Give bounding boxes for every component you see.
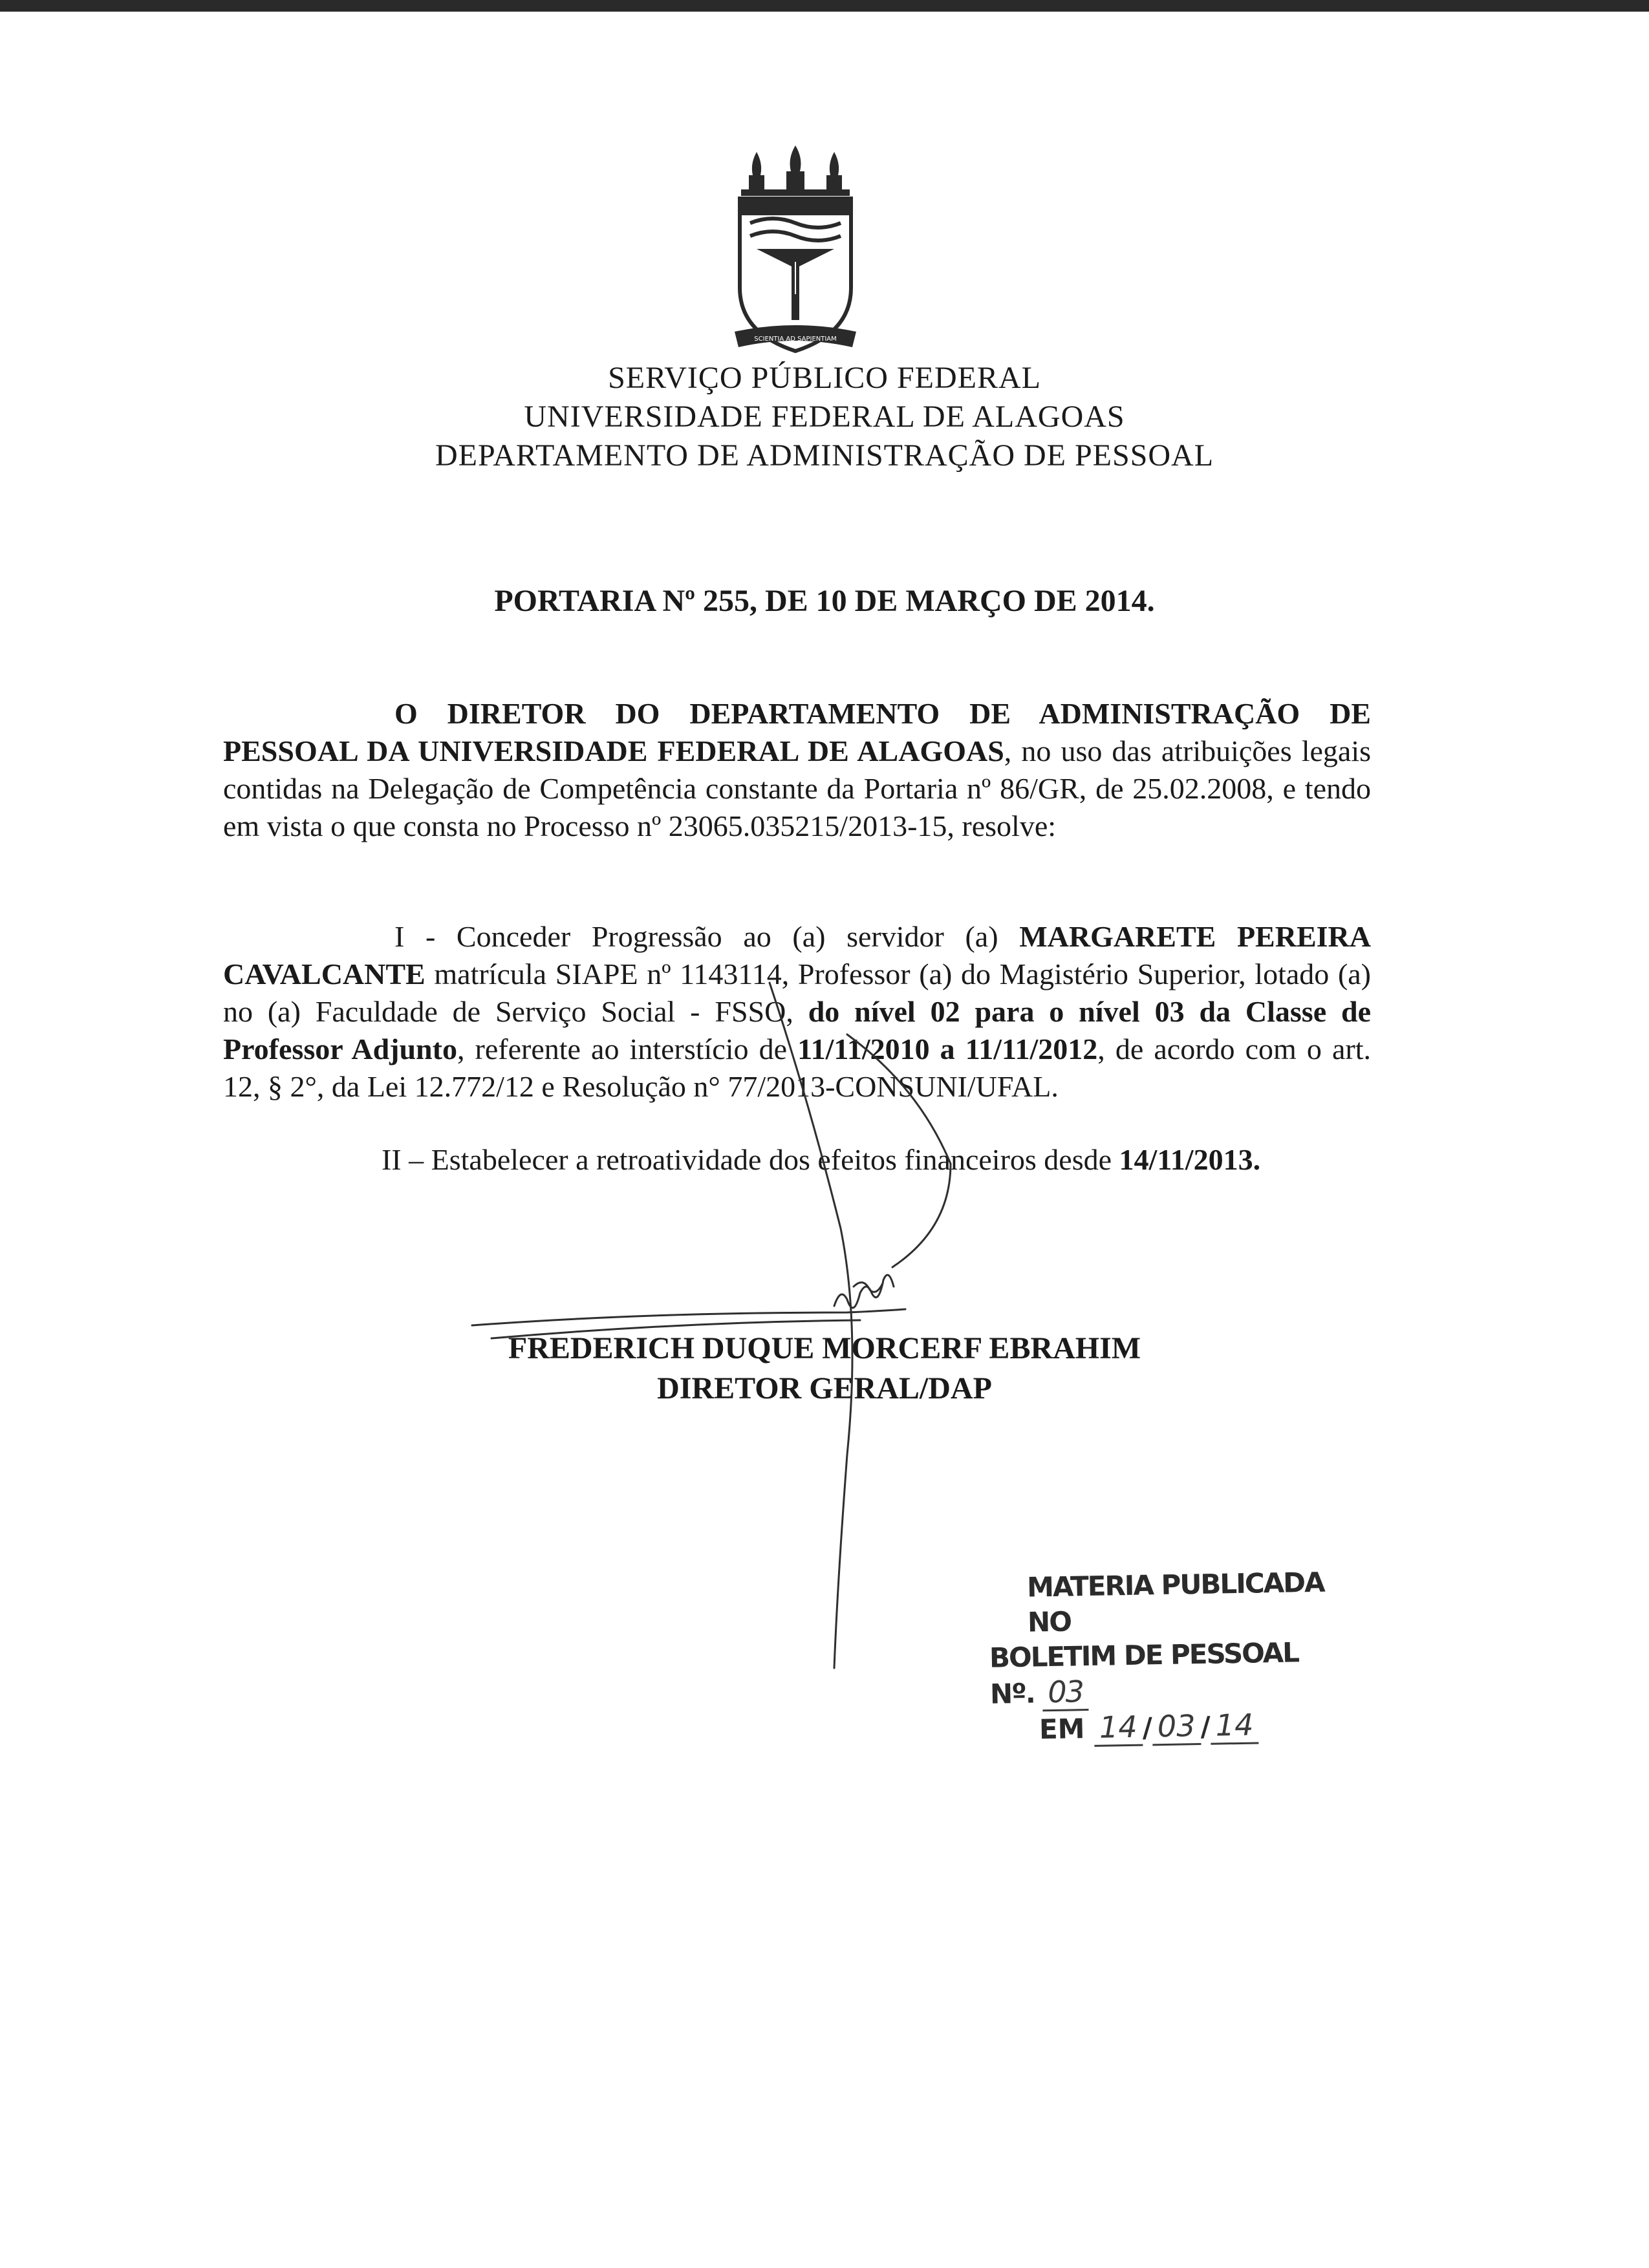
item-1-text-d: , de acordo com o art. 12, § 2°, da Lei 12.772/12 e Resolução n° 77/2013-CONSUNI/UFAL. [223,1032,1371,1103]
header-line-2: UNIVERSIDADE FEDERAL DE ALAGOAS [524,400,1125,434]
intro-paragraph [223,695,1371,845]
item-2-text: II – Estabelecer a retroatividade dos efeitos financeiros desde [382,1143,1119,1176]
stamp-date-label: EM [1039,1713,1085,1746]
scan-top-border [0,0,1649,12]
stamp-line-1: MATERIA PUBLICADA NO [1026,1566,1324,1638]
item-1-text-a: I - Conceder Progressão ao (a) servidor (a) [394,920,1020,953]
stamp-line-3: EM 14 / 03 / 14 [984,1706,1346,1748]
stamp-month: 03 [1152,1708,1201,1746]
crest-motto: SCIENTIA AD SAPIENTIAM [754,336,837,343]
header-line-3: DEPARTAMENTO DE ADMINISTRAÇÃO DE PESSOAL [435,438,1214,473]
item-2-paragraph [223,1141,1371,1179]
level-change: do nível 02 para o nível 03 da Classe de Professor Adjunto [223,995,1371,1065]
document-header [0,359,1649,475]
publication-stamp [982,1565,1347,1748]
header-line-1: SERVIÇO PÚBLICO FEDERAL [608,361,1041,395]
intro-bold-lead: O DIRETOR DO DEPARTAMENTO DE ADMINISTRAÇÃO DE PESSOAL DA UNIVERSIDADE FEDERAL DE ALAGOAS [223,697,1371,767]
interstice-dates: 11/11/2010 a 11/11/2012 [797,1032,1098,1065]
servant-name: MARGARETE PEREIRA CAVALCANTE [223,920,1371,990]
retroactive-date: 14/11/2013. [1119,1143,1261,1176]
item-1-text-c: , referente ao interstício de [457,1032,798,1065]
portaria-title: PORTARIA Nº 255, DE 10 DE MARÇO DE 2014. [494,584,1155,618]
stamp-day: 14 [1094,1709,1143,1747]
intro-text: , no uso das atribuições legais contidas na Delegação de Competência constante da Portaria nº 86/GR, de 25.02.2008, e tendo em vista o que consta no Processo nº 23065.035215/2013-15, resolve: [223,734,1371,842]
stamp-bulletin-label: BOLETIM DE PESSOAL Nº. [989,1636,1299,1710]
item-1-paragraph [223,918,1371,1106]
stamp-line-2 [983,1634,1346,1712]
stamp-year: 14 [1210,1707,1259,1744]
signer-name: FREDERICH DUQUE MORCERF EBRAHIM [508,1331,1141,1365]
stamp-bulletin-number: 03 [1042,1674,1089,1711]
university-crest-icon [731,145,860,365]
signer-block [0,1329,1649,1409]
signer-role: DIRETOR GERAL/DAP [657,1371,992,1406]
item-1-text-b: matrícula SIAPE nº 1143114, Professor (a) do Magistério Superior, lotado (a) no (a) Faculdade de Serviço Social - FSSO, [223,957,1371,1028]
